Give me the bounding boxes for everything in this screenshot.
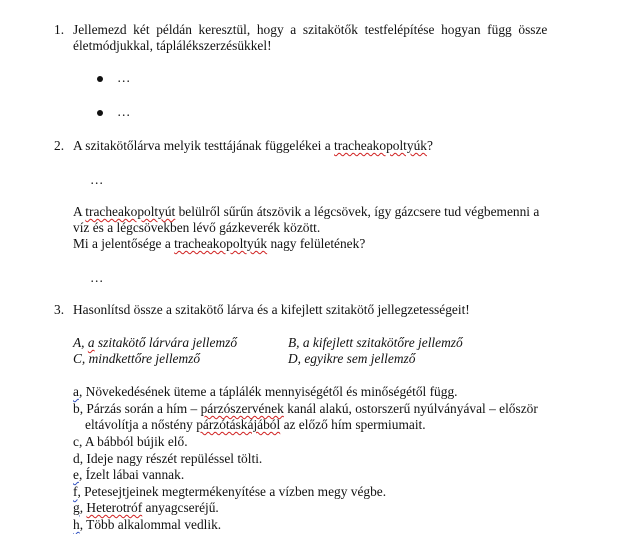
text-segment: belülről sűrűn átszövik a légcsövek, így gázcsere tud végbemenni a	[175, 204, 540, 219]
text-segment: eltávolítja a nőstény	[85, 417, 197, 432]
text-segment: szitakötő lárvára jellemző	[94, 335, 238, 350]
statement-d: d, Ideje nagy részét repüléssel tölti.	[73, 451, 263, 466]
text-segment: , Ízelt lábai vannak.	[78, 467, 185, 482]
statement-b	[73, 401, 538, 418]
statement-e	[73, 467, 184, 484]
option-a	[73, 335, 237, 352]
text-segment: A	[73, 204, 86, 219]
spellcheck-term: tracheakopoltyúk	[334, 138, 427, 153]
spellcheck-term: párzószervének	[200, 401, 284, 416]
spellcheck-term: párzótáskájából	[196, 417, 281, 432]
question-number: 1.	[54, 22, 65, 37]
paragraph-line-3	[73, 236, 365, 253]
text-segment: A szitakötőlárva melyik testtájának függelékei a	[73, 138, 335, 153]
text-segment: Mi a jelentősége a	[73, 236, 175, 251]
question-text-line-2: életmódjukkal, táplálékszerzésükkel!	[73, 38, 272, 53]
question-number: 2.	[54, 138, 65, 153]
bullet-icon	[97, 76, 103, 82]
spellcheck-term: a	[87, 335, 95, 350]
statement-a	[73, 384, 458, 401]
statement-b-continued	[85, 417, 426, 434]
statement-g	[73, 500, 219, 517]
answer-placeholder[interactable]: …	[117, 104, 131, 119]
paragraph-line-2: víz és a légcsövekben lévő gázkeverék között.	[73, 220, 321, 235]
option-d: D, egyikre sem jellemző	[288, 351, 416, 366]
statement-f	[73, 484, 386, 501]
grammar-marked-letter: h	[73, 517, 80, 532]
grammar-marked-letter: e	[73, 467, 79, 482]
text-segment: az előző hím spermiumait.	[280, 417, 426, 432]
answer-placeholder[interactable]: …	[117, 70, 131, 85]
text-segment: b, Párzás során a hím –	[73, 401, 201, 416]
text-segment: , Több alkalommal vedlik.	[79, 517, 222, 532]
answer-placeholder[interactable]: …	[90, 172, 104, 187]
answer-placeholder[interactable]: …	[90, 270, 104, 285]
grammar-marked-letter: f	[73, 484, 78, 499]
paragraph-line-1	[73, 204, 539, 221]
option-b: B, a kifejlett szitakötőre jellemző	[288, 335, 463, 350]
text-segment: A,	[73, 335, 88, 350]
bullet-icon	[97, 110, 103, 116]
statement-h	[73, 517, 221, 534]
question-text: Hasonlítsd össze a szitakötő lárva és a kifejlett szitakötő jellegzetességeit!	[73, 302, 470, 317]
option-c: C, mindkettőre jellemző	[73, 351, 201, 366]
question-text	[73, 138, 433, 155]
text-segment: , Növekedésének üteme a táplálék mennyiségétől és minőségétől függ.	[78, 384, 458, 399]
text-segment: , Petesejtjeinek megtermékenyítése a vízben megy végbe.	[77, 484, 387, 499]
spellcheck-term: tracheakopoltyút	[85, 204, 176, 219]
text-segment: ?	[427, 138, 433, 153]
text-segment: kanál alakú, ostorszerű nyúlványával – először	[283, 401, 538, 416]
spellcheck-term: tracheakopoltyúk	[174, 236, 268, 251]
question-text-line-1: Jellemezd két példán keresztül, hogy a szitakötők testfelépítése hogyan függ össze	[73, 22, 548, 37]
question-number: 3.	[54, 302, 65, 317]
text-segment: ,	[79, 500, 87, 515]
spellcheck-term: Heterotróf	[86, 500, 143, 515]
grammar-marked-letter: a	[73, 384, 79, 399]
grammar-marked-letter: g	[73, 500, 80, 515]
text-segment: nagy felületének?	[267, 236, 366, 251]
text-segment: anyagcseréjű.	[142, 500, 219, 515]
statement-c: c, A bábból bújik elő.	[73, 434, 188, 449]
